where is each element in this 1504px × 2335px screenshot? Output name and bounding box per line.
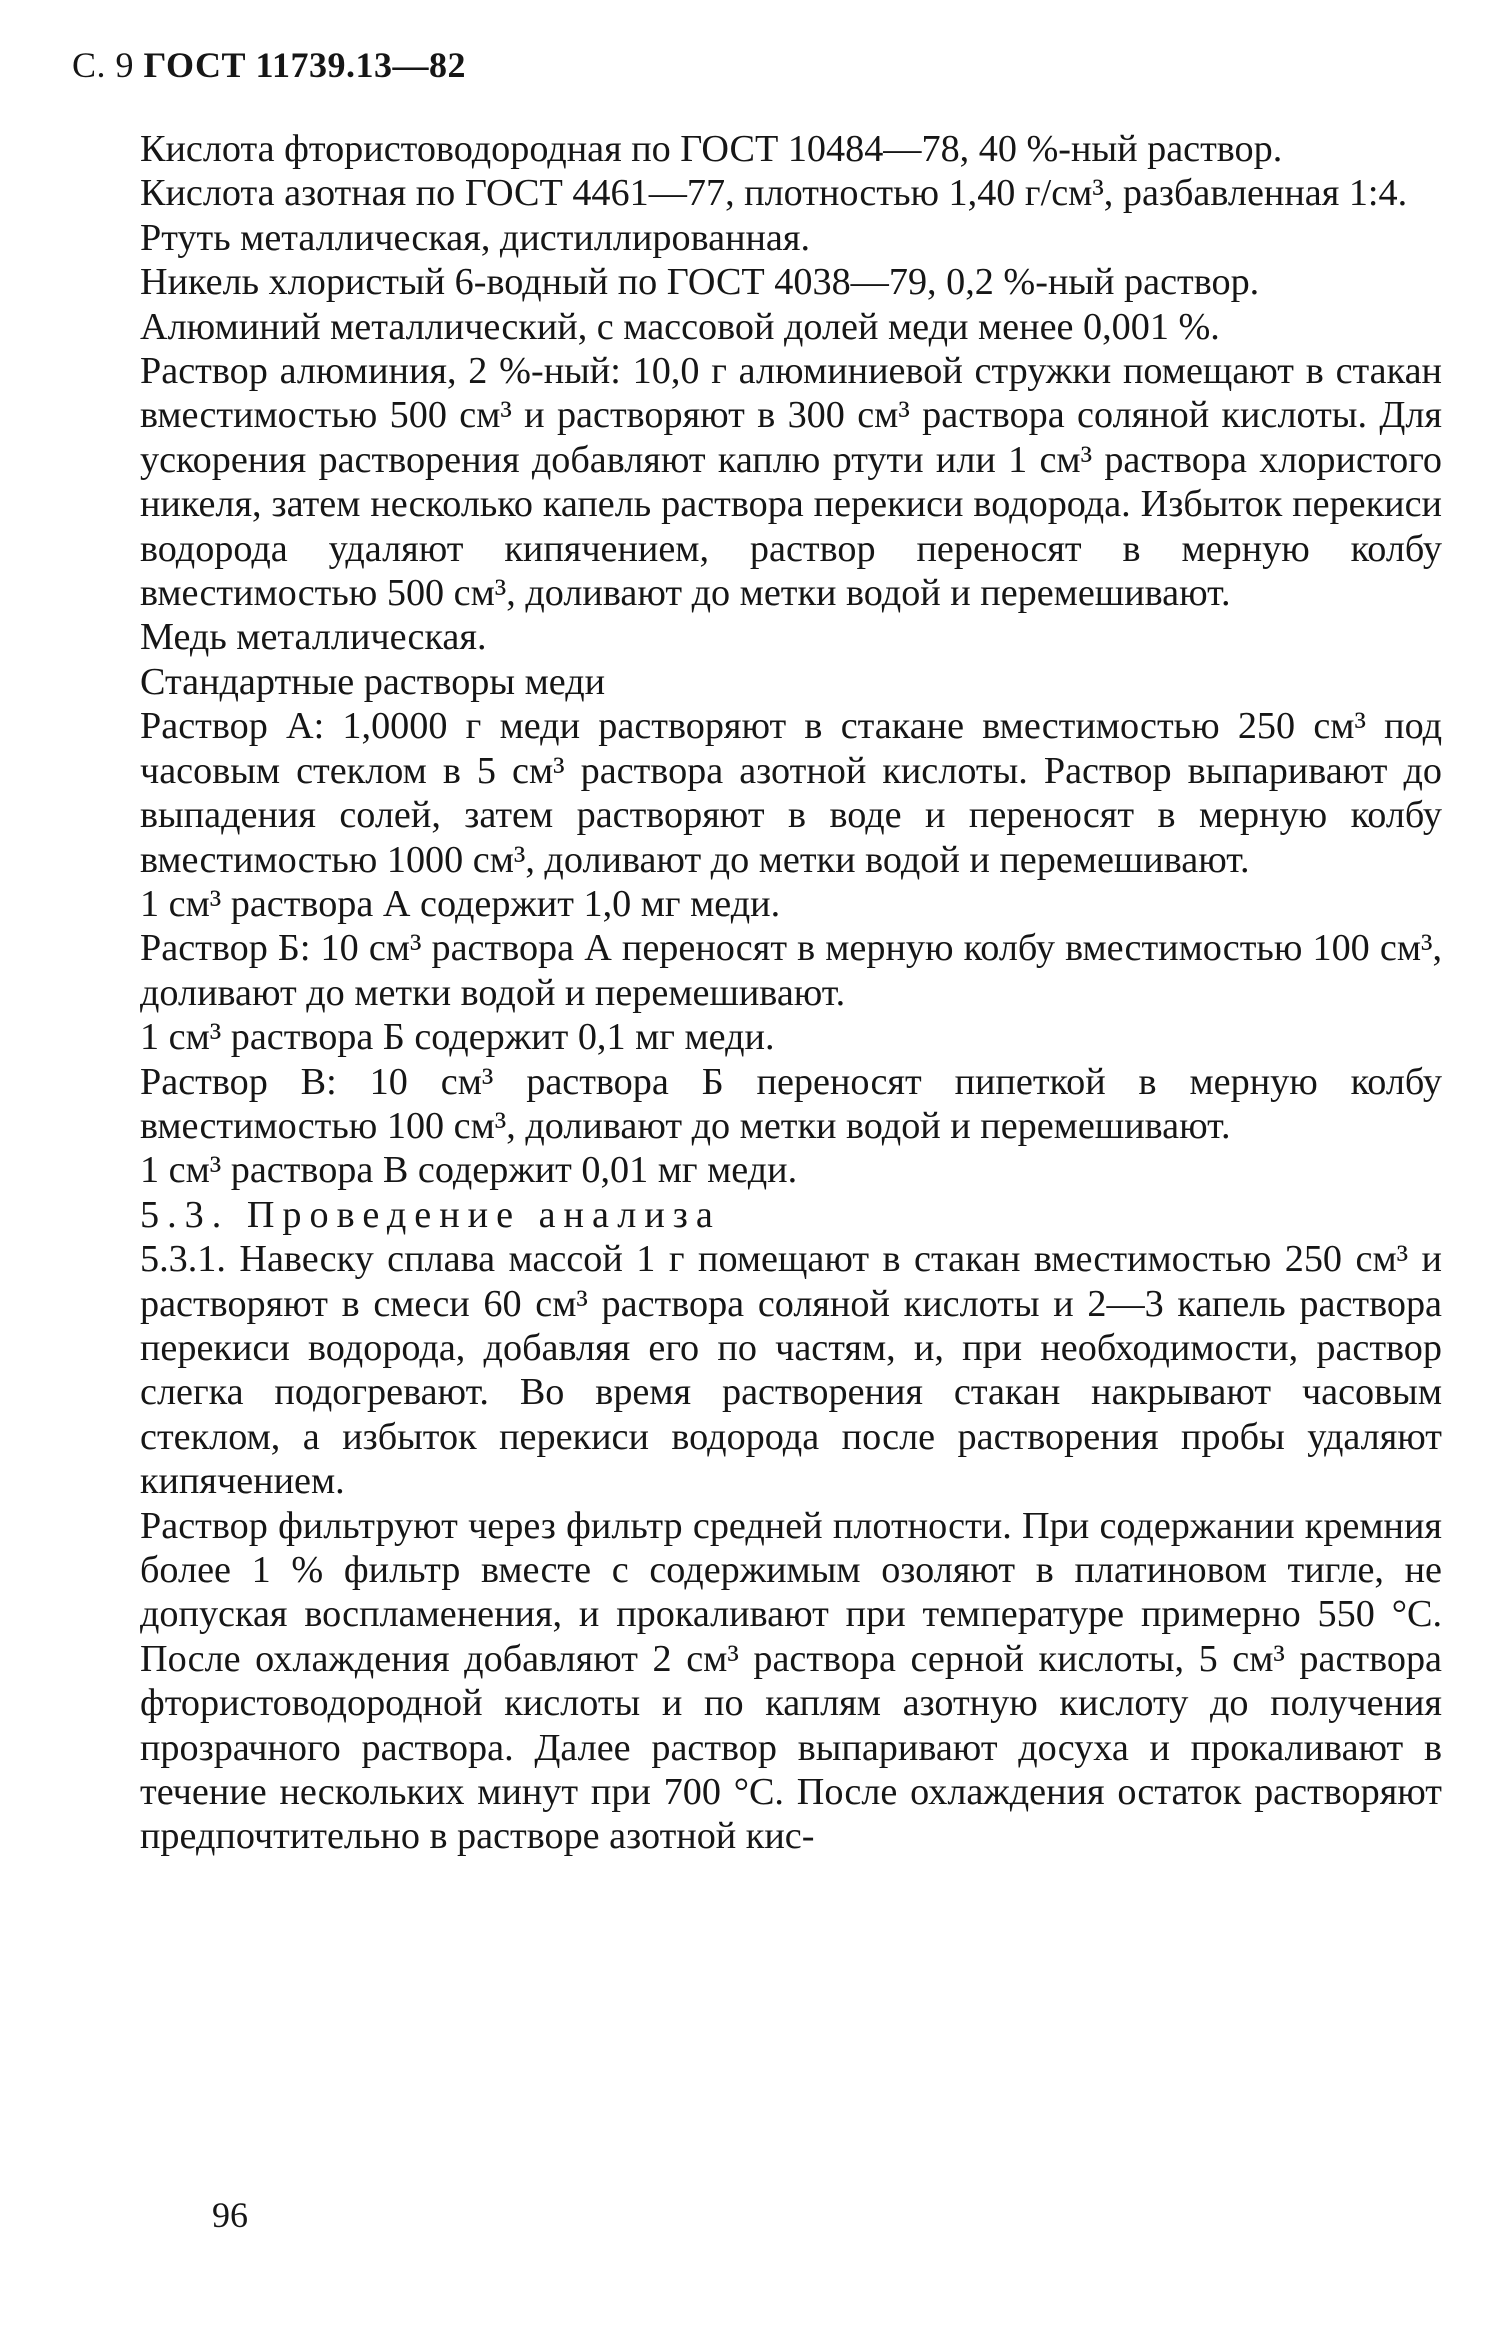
paragraph-5-3-1: 5.3.1. Навеску сплава массой 1 г помещают в стакан вместимостью 250 см³ и растворяют в смеси 60 см³ раствора соляной кислоты и 2—3 капель раствора перекиси водорода, добавляя его по частям, и, при необходимости, раствор слегка подогревают. Во время растворения стакан накрывают часовым стеклом, а избыток перекиси водорода после растворения пробы удаляют кипячением. [140,1238,1442,1503]
paragraph-solution-b-content: 1 см³ раствора Б содержит 0,1 мг меди. [140,1016,775,1059]
page-number: 96 [212,2195,248,2235]
paragraph-nickel-chloride: Никель хлористый 6-водный по ГОСТ 4038—79, 0,2 %-ный раствор. [140,261,1260,304]
paragraph-mercury: Ртуть металлическая, дистиллированная. [140,216,810,259]
document-page [72,0,1442,2335]
paragraph-hydrofluoric-acid: Кислота фтористоводородная по ГОСТ 10484—78, 40 %-ный раствор. [140,128,1283,170]
section-heading-analysis: 5.3. Проведение анализа [140,1193,721,1236]
gost-label: ГОСТ [143,45,246,85]
paragraph-copper-metal: Медь металлическая. [140,616,487,659]
paragraph-filtration: Раствор фильтруют через фильтр средней плотности. При содержании кремния более 1 % фильтр вместе с содержимым озоляют в платиновом тигле, не допуская воспламенения, и прокаливают при температуре примерно 550 °С. После охлаждения добавляют 2 см³ раствора серной кислоты, 5 см³ раствора фтористоводородной кислоты и по каплям азотную кислоту до получения прозрачного раствора. Далее раствор выпаривают досуха и прокаливают в течение нескольких минут при 700 °С. После охлаждения остаток растворяют предпочтительно в растворе азотной кис- [140,1504,1442,1858]
page-header [72,44,466,86]
paragraph-solution-v-content: 1 см³ раствора В содержит 0,01 мг меди. [140,1149,798,1192]
paragraph-solution-a-content: 1 см³ раствора А содержит 1,0 мг меди. [140,882,781,925]
paragraph-standard-solutions: Стандартные растворы меди [140,660,606,703]
paragraph-solution-a: Раствор А: 1,0000 г меди растворяют в стакане вместимостью 250 см³ под часовым стеклом в 5 см³ раствора азотной кислоты. Раствор выпаривают до выпадения солей, затем растворяют в воде и переносят в мерную колбу вместимостью 1000 см³, доливают до метки водой и перемешивают. [140,705,1442,881]
paragraph-solution-v: Раствор В: 10 см³ раствора Б переносят пипеткой в мерную колбу вместимостью 100 см³, доливают до метки водой и перемешивают. [140,1060,1442,1147]
paragraph-aluminum-metal: Алюминий металлический, с массовой долей меди менее 0,001 %. [140,305,1220,348]
standard-number: 11739.13—82 [255,45,466,85]
page-label: С. 9 [72,45,135,85]
paragraph-solution-b: Раствор Б: 10 см³ раствора А переносят в мерную колбу вместимостью 100 см³, доливают до метки водой и перемешивают. [140,927,1442,1014]
paragraph-nitric-acid: Кислота азотная по ГОСТ 4461—77, плотностью 1,40 г/см³, разбавленная 1:4. [140,172,1408,215]
paragraph-aluminum-solution: Раствор алюминия, 2 %-ный: 10,0 г алюминиевой стружки помещают в стакан вместимостью 500 см³ и растворяют в 300 см³ раствора соляной кислоты. Для ускорения растворения добавляют каплю ртути или 1 см³ раствора хлористого никеля, затем несколько капель раствора перекиси водорода. Избыток перекиси водорода удаляют кипячением, раствор переносят в мерную колбу вместимостью 500 см³, доливают до метки водой и перемешивают. [140,350,1442,615]
document-body [140,127,1442,1859]
